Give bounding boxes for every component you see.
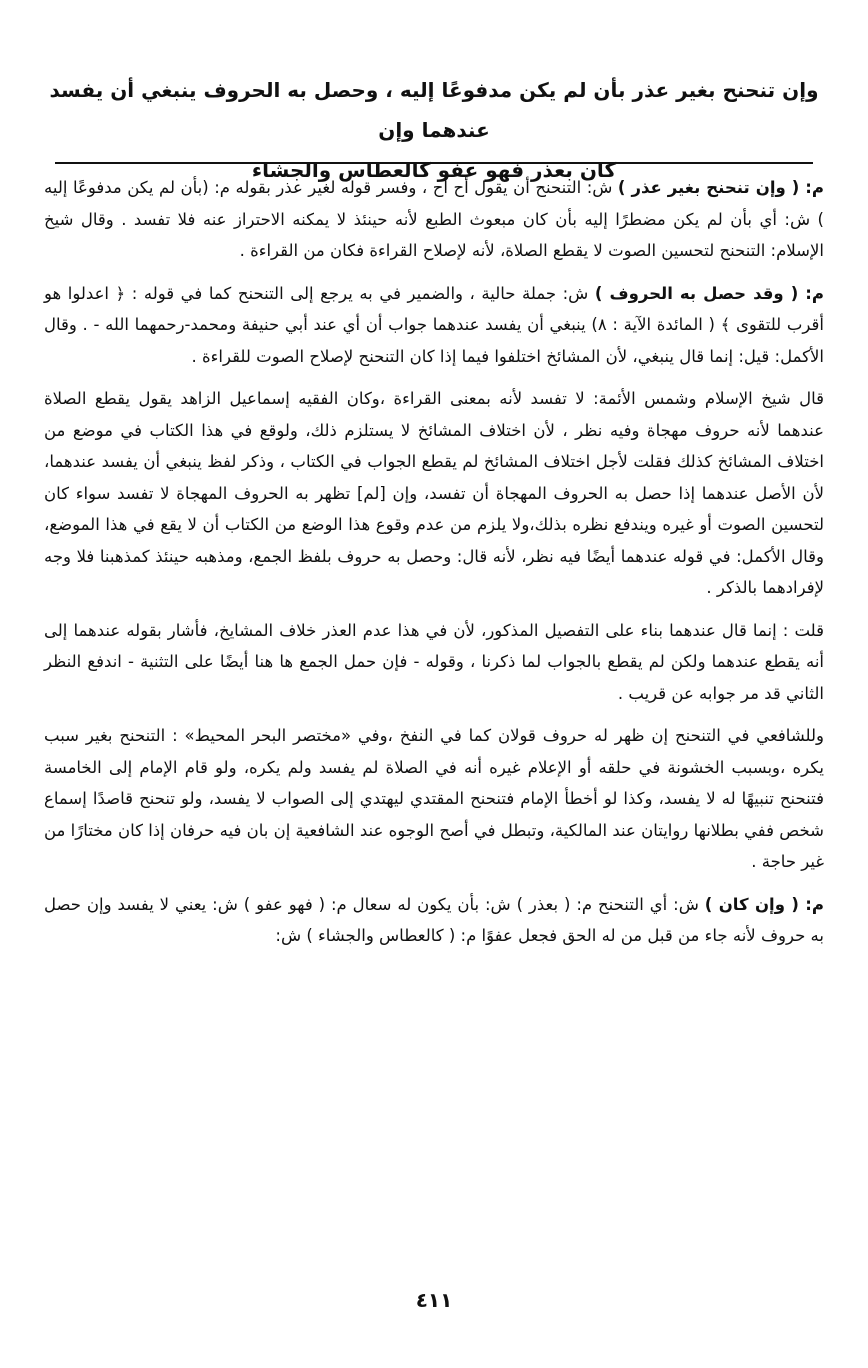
page-number: ٤١١ (415, 1288, 453, 1312)
paragraph-lead: م: ( وقد حصل به الحروف ) (594, 283, 824, 303)
paragraph (44, 278, 824, 373)
paragraph (44, 720, 824, 878)
paragraph-text: ش: جملة حالية ، والضمير في به يرجع إلى التنحنح كما في قوله : ﴿ اعدلوا هو أقرب للتقوى ﴾ ( المائدة الآية : ٨) ينبغي أن يفسد عندهما جواب أن أي عند أبي حنيفة ومحمد-رحمهما الله - . وقال الأكمل: قيل: إنما قال ينبغي، لأن المشائخ اختلفوا فيما إذا كان التنحنح لإصلاح الصوت للقراءة . (44, 283, 824, 366)
paragraph (44, 615, 824, 710)
paragraph (44, 889, 824, 952)
paragraph-text: قال شيخ الإسلام وشمس الأئمة: لا تفسد لأنه بمعنى القراءة ،وكان الفقيه إسماعيل الزاهد يقول يقطع الصلاة عندهما لأنه حروف مهجاة وفيه نظر ، لأن اختلاف المشائخ لا يستلزم ذلك، ولوقع في هذا الكتاب في موضع من اختلاف المشائخ كذلك فقلت لأجل اختلاف المشائخ لم يقطع الجواب في الكتاب ، وذكر لفظ ينبغي أن يفسد عندهما، لأن الأصل عندهما إذا حصل به الحروف المهجاة أن تفسد، وإن [لم] تظهر به الحروف المهجاة لا تفسد سواء كان لتحسين الصوت أو غيره ويندفع نظره بذلك،ولا يلزم من عدم وقوع هذا الوضع من الكتاب أن لا يقع في هذا الموضع، وقال الأكمل: في قوله عندهما أيضًا فيه نظر، لأنه قال: وحصل به حروف بلفظ الجمع، ومذهبه حينئذ كمذهبنا فلا وجه لإفرادهما بالذكر . (44, 389, 824, 597)
heading-line-2: كان بعذر فهو عفو كالعطاس والجشاء (251, 158, 617, 182)
paragraph-lead: م: ( وإن تنحنح بغير عذر ) (617, 178, 824, 197)
paragraph (44, 383, 824, 604)
paragraph-text: قلت : إنما قال عندهما بناء على التفصيل المذكور، لأن في هذا عدم العذر خلاف المشايخ، فأشار بقوله عندهما إلى أنه يقطع عندهما ولكن لم يقطع بالجواب لما ذكرنا ، وقوله - فإن حمل الجمع ها هنا أيضًا على التثنية - اندفع النظر الثاني قد مر جوابه عن قريب . (44, 620, 824, 703)
paragraph-lead: م: ( وإن كان ) (704, 894, 824, 914)
heading-divider (55, 162, 813, 164)
paragraph-text: ش: التنحنح أن يقول أح أح ، وفسر قوله لغير عذر بقوله م: (بأن لم يكن مدفوعًا إليه ) ش: أي بأن لم يكن مضطرًا إليه بأن كان مبعوث الطبع لأنه حينئذ لا يمكنه الاحتراز عنه فلا تفسد . وقال شيخ الإسلام: التنحنح لتحسين الصوت لا يقطع الصلاة، لأنه لإصلاح القراءة فكان من القراءة . (44, 178, 824, 260)
paragraph-text: ش: أي التنحنح م: ( بعذر ) ش: بأن يكون له سعال م: ( فهو عفو ) ش: يعني لا يفسد وإن حصل به حروف لأنه جاء من قبل من له الحق فجعل عفوًا م: ( كالعطاس والجشاء ) ش: (44, 894, 824, 945)
paragraph-text: وللشافعي في التنحنح إن ظهر له حروف قولان كما في النفخ ،وفي «مختصر البحر المحيط» : التنحنح بغير سبب يكره ،وبسبب الخشونة في حلقه أو الإعلام غيره أنه في الصلاة لم يفسد ولم يكره، ولو قام الإمام إلى الخامسة فتنحنح تنبيهًا له لا يفسد، وكذا لو أخطأ الإمام فتنحنح المقتدي ليهتدي إلى الصواب لا يفسد، ولو تنحنح قاصدًا إسماع شخص ففي بطلانها روايتان عند المالكية، وتبطل في أصح الوجوه عند الشافعية إن بان فيه حرفان إذا كان مختارًا من غير حاجة . (44, 726, 824, 871)
paragraph (44, 172, 824, 267)
commentary-body (44, 172, 824, 965)
heading-line-1: وإن تنحنح بغير عذر بأن لم يكن مدفوعًا إليه ، وحصل به الحروف ينبغي أن يفسد عندهما وإن (49, 78, 819, 142)
